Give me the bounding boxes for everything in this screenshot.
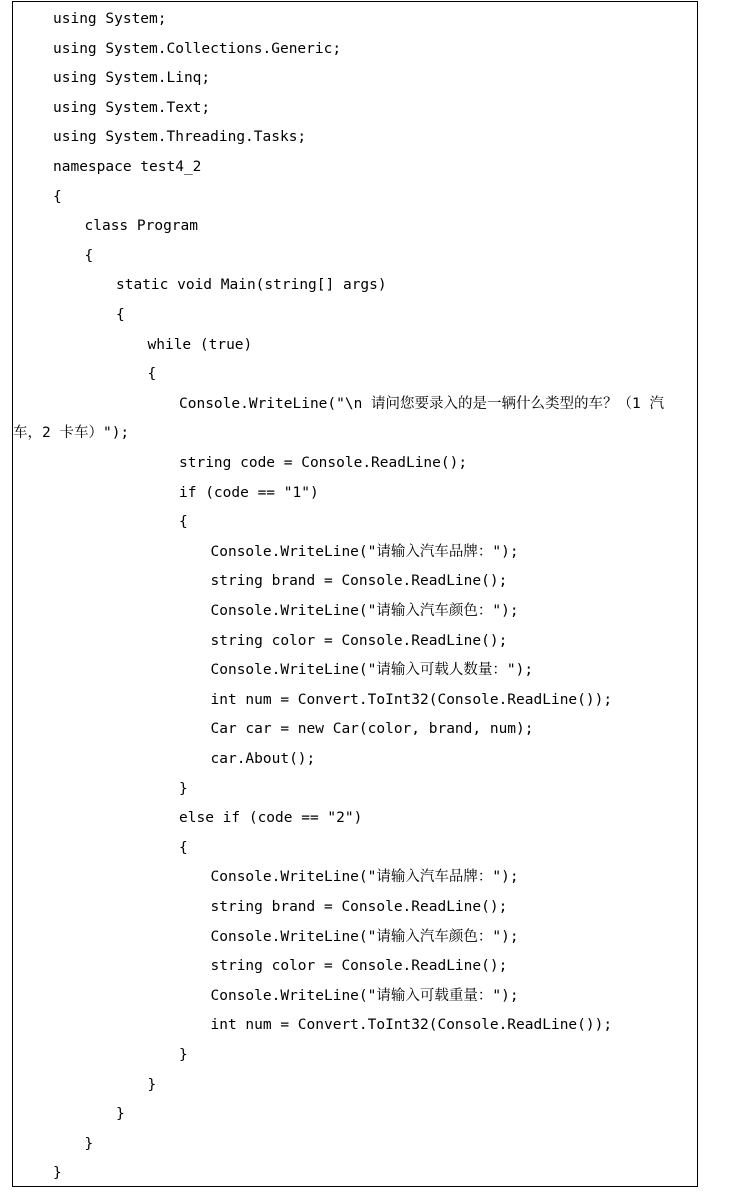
code-line: } xyxy=(179,1047,188,1063)
code-line: } xyxy=(179,780,188,797)
code-line: using System.Threading.Tasks; xyxy=(53,129,307,146)
code-line: { xyxy=(179,514,188,531)
code-line: { xyxy=(116,307,125,323)
code-line: string brand = Console.ReadLine(); xyxy=(210,573,508,590)
code-line: { xyxy=(179,839,188,856)
code-line: using System.Linq; xyxy=(53,70,211,87)
code-line: Console.WriteLine("\n 请问您要录入的是一辆什么类型的车？（1 汽 xyxy=(179,395,665,412)
code-line: using System; xyxy=(53,11,167,27)
code-line: } xyxy=(147,1076,157,1093)
code-line: static void Main(string[] args) xyxy=(116,277,387,294)
code-line: string code = Console.ReadLine(); xyxy=(179,455,468,471)
code-listing-frame xyxy=(12,1,698,1187)
code-line: } xyxy=(116,1106,125,1123)
code-line: { xyxy=(53,188,62,205)
code-line: Console.WriteLine("请输入汽车颜色："); xyxy=(210,603,519,619)
code-line: Console.WriteLine("请输入汽车品牌："); xyxy=(210,543,519,560)
code-line: else if (code == "2") xyxy=(179,810,363,827)
code-line: 车，2 卡车）"); xyxy=(13,425,130,442)
code-line: int num = Convert.ToInt32(Console.ReadLine()); xyxy=(210,1017,613,1034)
code-line: using System.Collections.Generic; xyxy=(53,40,342,57)
code-line: Console.WriteLine("请输入可载人数量："); xyxy=(210,662,534,679)
code-line: car.About(); xyxy=(210,751,316,767)
code-line: Car car = new Car(color, brand, num); xyxy=(210,721,534,738)
code-line: string color = Console.ReadLine(); xyxy=(210,632,508,649)
code-line: Console.WriteLine("请输入汽车品牌："); xyxy=(210,869,519,886)
code-line: { xyxy=(147,366,157,383)
code-line: int num = Convert.ToInt32(Console.ReadLine()); xyxy=(210,691,613,708)
code-line: using System.Text; xyxy=(53,99,211,116)
code-line: } xyxy=(84,1135,94,1152)
code-line: Console.WriteLine("请输入汽车颜色："); xyxy=(210,928,519,945)
code-line: Console.WriteLine("请输入可载重量："); xyxy=(210,987,519,1004)
code-line: while (true) xyxy=(147,336,253,353)
code-line: class Program xyxy=(84,218,198,235)
code-line: if (code == "1") xyxy=(179,484,319,501)
code-line: string brand = Console.ReadLine(); xyxy=(210,899,508,915)
code-line: { xyxy=(84,247,94,264)
code-line: string color = Console.ReadLine(); xyxy=(210,958,508,975)
code-line: namespace test4_2 xyxy=(53,159,202,175)
code-line: } xyxy=(53,1165,62,1182)
